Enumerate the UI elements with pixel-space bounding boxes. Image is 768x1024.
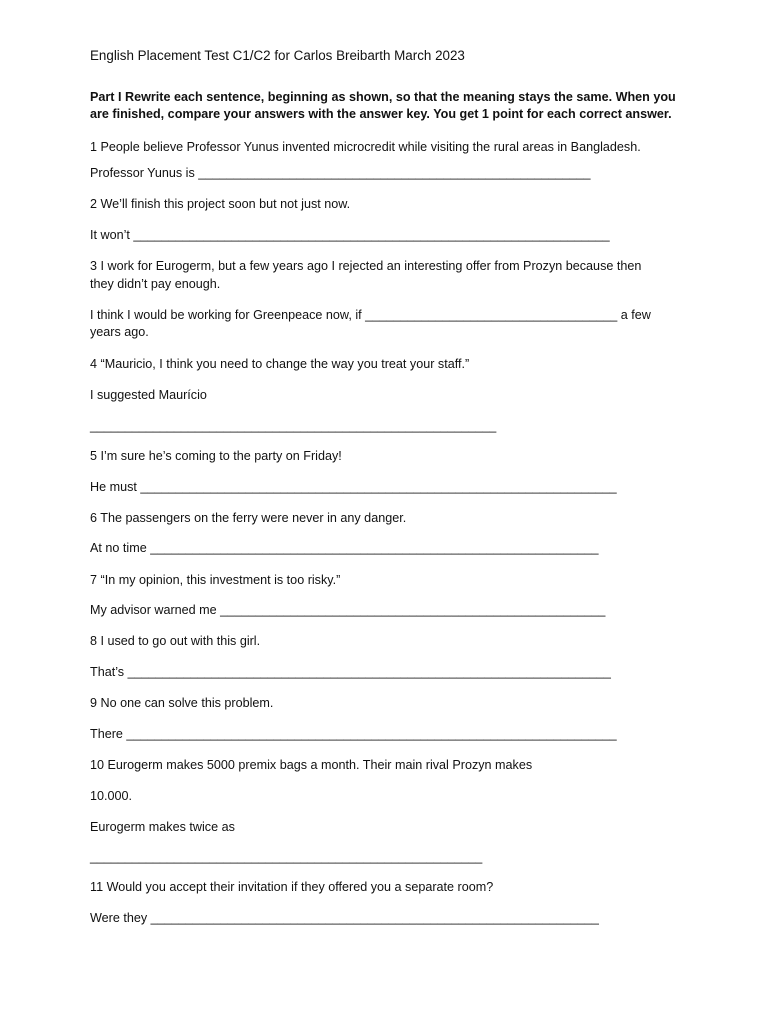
question-3-prompt-line-1: 3 I work for Eurogerm, but a few years ago I rejected an interesting offer from Prozyn because then [90,259,642,273]
question-3-answer-line-1: I think I would be working for Greenpeace now, if ____________________________________ a few [90,308,651,322]
question-9-prompt: 9 No one can solve this problem. [90,696,274,710]
question-2-answer-line: It won’t ____________________________________________________________________ [90,228,610,242]
question-4-answer-line-1: I suggested Maurício [90,388,207,402]
question-10-answer-line-1: Eurogerm makes twice as [90,820,235,834]
question-10-answer-line-2: ________________________________________________________ [90,850,483,864]
question-8-prompt: 8 I used to go out with this girl. [90,634,261,648]
question-3-prompt-line-2: they didn’t pay enough. [90,277,221,291]
question-5-prompt: 5 I’m sure he’s coming to the party on Friday! [90,449,342,463]
question-2-prompt: 2 We’ll finish this project soon but not just now. [90,197,351,211]
question-4-answer-line-2: __________________________________________________________ [90,419,497,433]
question-4-prompt: 4 “Mauricio, I think you need to change the way you treat your staff.” [90,357,470,371]
question-8-answer-line: That’s _____________________________________________________________________ [90,665,611,679]
instructions-line-2: are finished, compare your answers with the answer key. You get 1 point for each correct answer. [90,107,672,121]
question-10-prompt-line-1: 10 Eurogerm makes 5000 premix bags a month. Their main rival Prozyn makes [90,758,533,772]
question-5-answer-line: He must ____________________________________________________________________ [90,480,617,494]
question-10-prompt-line-2: 10.000. [90,789,133,803]
question-7-answer-line: My advisor warned me _______________________________________________________ [90,603,606,617]
document-title: English Placement Test C1/C2 for Carlos Breibarth March 2023 [90,48,465,63]
question-6-prompt: 6 The passengers on the ferry were never in any danger. [90,511,407,525]
question-6-answer-line: At no time ________________________________________________________________ [90,541,599,555]
question-1-prompt: 1 People believe Professor Yunus invented microcredit while visiting the rural areas in Bangladesh. [90,140,641,154]
instructions-line-1: Part I Rewrite each sentence, beginning as shown, so that the meaning stays the same. When you [90,90,676,104]
question-9-answer-line: There ______________________________________________________________________ [90,727,617,741]
question-11-answer-line: Were they ________________________________________________________________ [90,911,599,925]
question-1-answer-line: Professor Yunus is ________________________________________________________ [90,166,591,180]
question-11-prompt: 11 Would you accept their invitation if they offered you a separate room? [90,880,494,894]
question-7-prompt: 7 “In my opinion, this investment is too risky.” [90,573,341,587]
question-3-answer-line-2: years ago. [90,325,149,339]
